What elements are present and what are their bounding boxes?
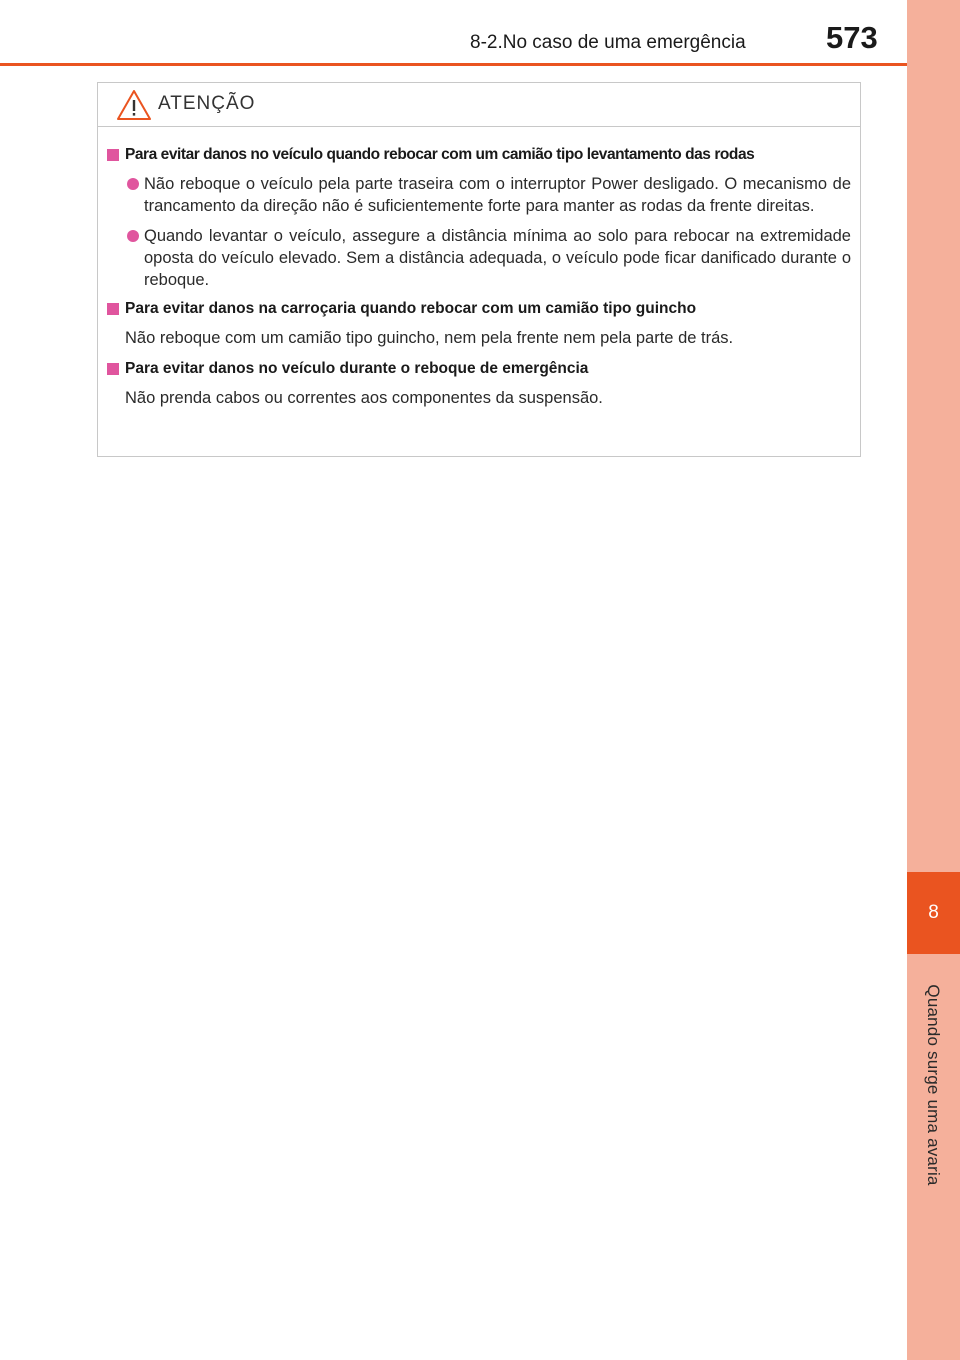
- page-number: 573: [826, 20, 878, 55]
- section-title: 8-2.No caso de uma emergência: [470, 32, 746, 53]
- circle-bullet-icon: [127, 230, 139, 242]
- warning-title: ATENÇÃO: [158, 93, 256, 114]
- warning-bullet: [104, 173, 851, 217]
- square-bullet-icon: [107, 149, 119, 161]
- circle-bullet-icon: [127, 178, 139, 190]
- chapter-number-badge: 8: [907, 872, 960, 954]
- square-bullet-icon: [107, 303, 119, 315]
- chapter-title: Quando surge uma avaria: [924, 984, 943, 1186]
- warning-body: [98, 127, 860, 409]
- warning-bullet: [104, 225, 851, 291]
- warning-triangle-icon: [116, 89, 152, 121]
- warning-heading-text: Para evitar danos no veículo quando rebocar com um camião tipo levantamento das rodas: [125, 146, 755, 163]
- warning-heading: [104, 359, 851, 379]
- warning-header: [98, 83, 860, 127]
- warning-text: Não reboque com um camião tipo guincho, nem pela frente nem pela parte de trás.: [125, 329, 734, 347]
- warning-box: [97, 82, 861, 457]
- square-bullet-icon: [107, 363, 119, 375]
- warning-heading-text: Para evitar danos no veículo durante o reboque de emergência: [125, 360, 589, 377]
- header-divider: [0, 63, 907, 66]
- warning-bullet-text: Quando levantar o veículo, assegure a distância mínima ao solo para rebocar na extremidade oposta do veículo elevado. Sem a distância adequada, o veículo pode ficar danificado durante o reboque.: [144, 227, 851, 289]
- warning-heading: [104, 145, 851, 165]
- warning-heading-text: Para evitar danos na carroçaria quando rebocar com um camião tipo guincho: [125, 300, 697, 317]
- warning-text: Não prenda cabos ou correntes aos componentes da suspensão.: [125, 389, 603, 407]
- warning-bullet-text: Não reboque o veículo pela parte traseira com o interruptor Power desligado. O mecanismo de trancamento da direção não é suficientemente forte para manter as rodas da frente direitas.: [144, 175, 851, 215]
- warning-heading: [104, 299, 851, 319]
